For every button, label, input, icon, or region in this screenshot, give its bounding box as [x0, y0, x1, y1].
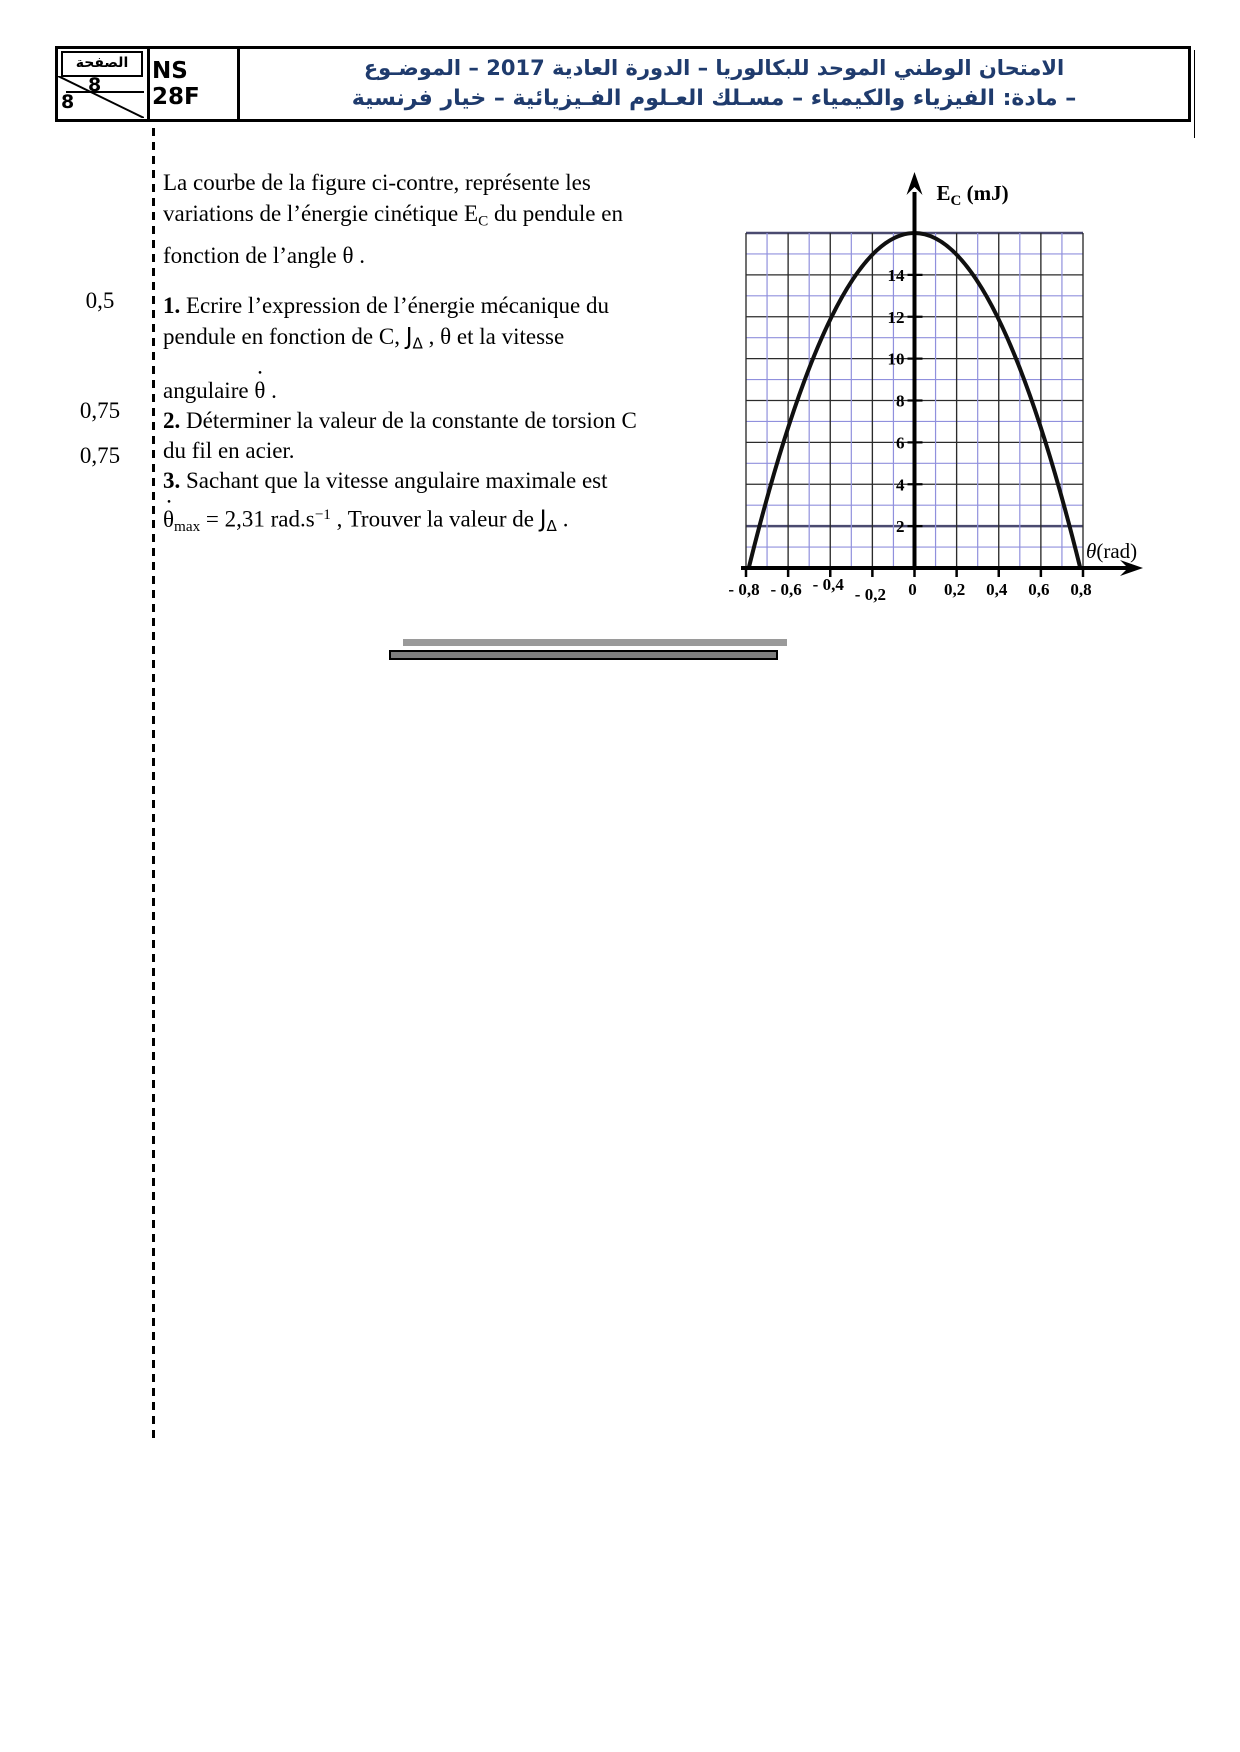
svg-text:- 0,6: - 0,6 — [770, 580, 802, 599]
svg-text:0,8: 0,8 — [1070, 580, 1092, 599]
divider-bar-top — [403, 639, 787, 646]
svg-text:12: 12 — [887, 307, 905, 327]
page-total: 8 — [61, 91, 75, 113]
svg-text:EC (mJ): $E_C$ (mJ) — [936, 181, 1009, 209]
svg-text:10: 10 — [887, 349, 905, 369]
exam-code: NS 28F — [152, 58, 200, 110]
svg-text:0: 0 — [908, 580, 917, 599]
svg-text:θ(rad): θ(rad) — [1086, 539, 1138, 563]
score-badge: 0,75 — [79, 398, 121, 423]
svg-text:6: 6 — [896, 433, 905, 453]
question-1-line: 1. Ecrire l’expression de l’énergie mécanique du — [163, 293, 609, 318]
page-number-box — [58, 49, 150, 119]
svg-text:0,4: 0,4 — [986, 580, 1008, 599]
problem-text-line: variations de l’énergie cinétique $E_C$ du pendule en — [163, 201, 623, 230]
margin-dashed-line — [152, 128, 155, 1438]
header-outer-line — [1194, 50, 1195, 138]
question-3-line: θ $•_{max} = 2,31$ $rad.s^{-1}$ , Trouver la valeur de $J_\Delta$ . — [163, 506, 568, 536]
question-1-line: pendule en fonction de C, $J_\Delta$ , θ et la vitesse — [163, 324, 565, 353]
question-1-line: angulaire θ • . — [163, 378, 277, 404]
exam-title-box — [240, 49, 1188, 119]
svg-text:- 0,8: - 0,8 — [728, 580, 760, 599]
score-badge: 0,75 — [79, 443, 121, 468]
svg-text:0,6: 0,6 — [1028, 580, 1050, 599]
question-2-line: 2. Déterminer la valeur de la constante de torsion C — [163, 408, 637, 433]
problem-text-line: fonction de l’angle θ . — [163, 243, 365, 268]
svg-text:14: 14 — [887, 265, 905, 285]
exam-title-line2: – مادة: الفيزياء والكيمياء – مسـلك العـلوم الفـيزيائية – خيار فرنسية — [351, 86, 1077, 111]
chart-canvas — [690, 160, 1170, 610]
kinetic-energy-chart — [690, 160, 1170, 610]
problem-text-line: La courbe de la figure ci-contre, représente les — [163, 170, 591, 195]
page-current: 8 — [88, 74, 102, 96]
svg-text:- 0,4: - 0,4 — [812, 575, 844, 594]
svg-text:4: 4 — [896, 475, 905, 495]
header-table — [55, 46, 1191, 122]
exam-title-line1: الامتحان الوطني الموحد للبكالوريا – الدورة العادية 2017 – الموضـوع — [363, 56, 1065, 80]
score-badge: 0,5 — [85, 288, 115, 313]
svg-text:2: 2 — [896, 517, 905, 537]
svg-text:8: 8 — [896, 391, 905, 411]
exam-code-box — [150, 49, 240, 119]
question-3-line: 3. Sachant que la vitesse angulaire maximale est — [163, 468, 608, 493]
svg-text:0,2: 0,2 — [944, 580, 966, 599]
page-label: الصفحة — [61, 51, 143, 77]
divider-bar-bottom — [389, 650, 778, 660]
svg-text:- 0,2: - 0,2 — [854, 585, 886, 604]
question-2-line: du fil en acier. — [163, 438, 295, 463]
